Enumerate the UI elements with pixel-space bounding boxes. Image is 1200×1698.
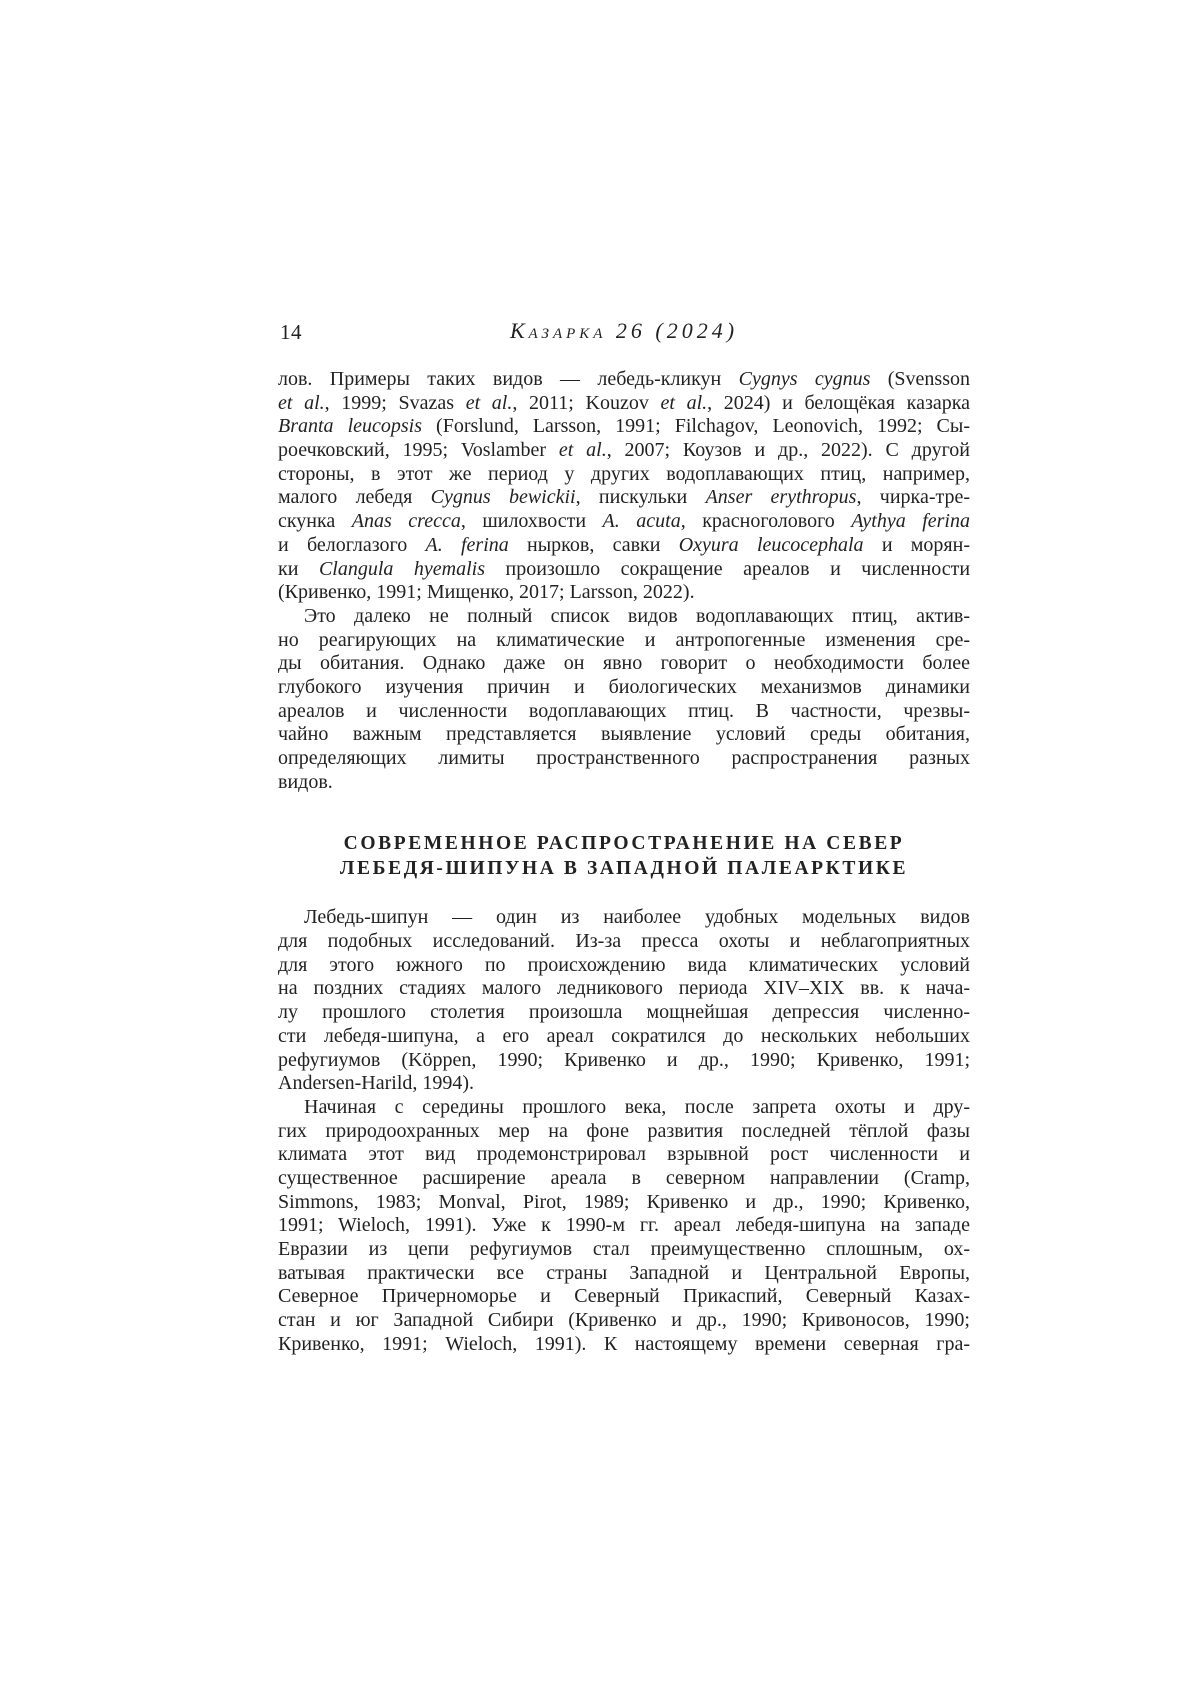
species-name-italic: et al. — [465, 391, 513, 414]
section-heading — [278, 831, 970, 881]
section-heading-line-2: ЛЕБЕДЯ-ШИПУНА В ЗАПАДНОЙ ПАЛЕАРКТИКЕ — [339, 858, 909, 880]
text-line — [278, 1214, 970, 1238]
text-run: , чирка-тре- — [856, 486, 970, 509]
text-line — [278, 1120, 970, 1144]
text-line — [278, 747, 970, 771]
text-run: Это далеко не полный список видов водоплавающих птиц, актив- — [304, 604, 970, 627]
text-line — [278, 463, 970, 487]
species-name-italic: et al. — [278, 391, 325, 414]
text-run: и морян- — [863, 533, 970, 556]
text-run: видов. — [278, 770, 333, 793]
text-run: , красноголового — [680, 510, 852, 533]
text-line — [278, 368, 970, 392]
text-run: роечковский, 1995; Voslamber — [278, 439, 559, 462]
species-name-italic: Anas crecca — [351, 510, 461, 533]
text-line — [278, 510, 970, 534]
species-name-italic: Aythya ferina — [851, 510, 970, 533]
text-line — [278, 930, 970, 954]
text-run: но реагирующих на климатические и антропогенные изменения сре- — [278, 628, 970, 651]
paragraph — [278, 906, 970, 1096]
text-line — [278, 700, 970, 724]
species-name-italic: et al. — [660, 391, 708, 414]
text-run: (Кривенко, 1991; Мищенко, 2017; Larsson, 2022). — [278, 581, 695, 604]
text-line — [278, 1025, 970, 1049]
text-line — [278, 439, 970, 463]
text-run: Andersen-Harild, 1994). — [278, 1072, 475, 1095]
paragraphs-before-heading — [278, 368, 970, 794]
text-run: Лебедь-шипун — один из наиболее удобных модельных видов — [304, 906, 970, 929]
running-title: Казарка 26 (2024) — [509, 318, 739, 343]
text-run: Кривенко, 1991; Wieloch, 1991). К настоящему времени северная гра- — [278, 1332, 970, 1355]
text-line — [278, 1001, 970, 1025]
text-run: , 1999; Svazas — [324, 391, 466, 414]
species-name-italic: et al. — [558, 439, 607, 462]
text-run: для этого южного по происхождению вида климатических условий — [278, 953, 970, 976]
text-line — [278, 581, 970, 605]
text-line — [278, 1072, 970, 1096]
species-name-italic: A. ferina — [425, 533, 509, 556]
page-number: 14 — [280, 320, 302, 344]
text-line — [278, 1191, 970, 1215]
text-run: определяющих лимиты пространственного распространения разных — [278, 747, 970, 769]
paragraph — [278, 368, 970, 605]
text-line — [278, 1238, 970, 1262]
text-run: ареалов и численности водоплавающих птиц. В частности, чрезвы- — [278, 699, 970, 722]
text-run: лу прошлого столетия произошла мощнейшая депрессия численно- — [278, 1001, 970, 1024]
text-run: сти лебедя-шипуна, а его ареал сократился до нескольких небольших — [278, 1024, 970, 1047]
text-line — [278, 906, 970, 930]
text-line — [278, 771, 970, 795]
text-run: климата этот вид продемонстрировал взрывной рост численности и — [278, 1143, 970, 1166]
text-run: существенное расширение ареала в северном направлении (Cramp, — [278, 1166, 970, 1189]
text-line — [278, 1167, 970, 1191]
text-line — [278, 534, 970, 558]
text-line — [278, 415, 970, 439]
text-run: нырков, савки — [508, 533, 679, 556]
text-line — [278, 1285, 970, 1309]
text-run: ватывая практически все страны Западной и Центральной Европы, — [278, 1261, 970, 1284]
section-heading-line-1: СОВРЕМЕННОЕ РАСПРОСТРАНЕНИЕ НА СЕВЕР — [343, 833, 905, 855]
paragraph — [278, 605, 970, 795]
page-header — [278, 320, 970, 346]
species-name-italic: Anser erythropus — [705, 486, 857, 509]
text-line — [278, 1049, 970, 1073]
species-name-italic: A. acuta — [602, 510, 681, 533]
text-run: гих природоохранных мер на фоне развития последней тёплой фазы — [278, 1119, 970, 1142]
text-run: стороны, в этот же период у других водоплавающих птиц, например, — [278, 462, 970, 485]
species-name-italic: Cygnys cygnus — [738, 368, 871, 390]
text-run: ки — [278, 557, 319, 580]
text-run: малого лебедя — [278, 486, 431, 509]
text-line — [278, 1333, 970, 1357]
article-body — [278, 368, 970, 1356]
text-line — [278, 605, 970, 629]
text-line — [278, 676, 970, 700]
text-run: произошло сокращение ареалов и численности — [485, 557, 970, 580]
text-line — [278, 629, 970, 653]
text-line — [278, 486, 970, 510]
text-run: рефугиумов (Köppen, 1990; Кривенко и др., 1990; Кривенко, 1991; — [278, 1048, 970, 1071]
text-line — [278, 954, 970, 978]
text-run: Simmons, 1983; Monval, Pirot, 1989; Кривенко и др., 1990; Кривенко, — [278, 1190, 970, 1213]
paragraphs-after-heading — [278, 906, 970, 1356]
text-run: и белоглазого — [278, 533, 426, 556]
text-run: , шилохвости — [460, 510, 603, 533]
text-run: Начиная с середины прошлого века, после запрета охоты и дру- — [304, 1095, 970, 1118]
text-line — [278, 392, 970, 416]
species-name-italic: Oxyura leucocephala — [678, 533, 864, 556]
text-run: 1991; Wieloch, 1991). Уже к 1990-м гг. ареал лебедя-шипуна на западе — [278, 1214, 970, 1237]
text-line — [278, 1309, 970, 1333]
text-run: стан и юг Западной Сибири (Кривенко и др., 1990; Кривоносов, 1990; — [278, 1309, 970, 1332]
paragraph — [278, 1096, 970, 1357]
text-run: Северное Причерноморье и Северный Прикаспий, Северный Казах- — [278, 1285, 970, 1308]
text-line — [278, 1143, 970, 1167]
text-line — [278, 977, 970, 1001]
text-run: , 2007; Коузов и др., 2022). С другой — [606, 439, 970, 462]
species-name-italic: Branta leucopsis — [278, 415, 423, 438]
text-run: , пискульки — [575, 486, 706, 509]
text-line — [278, 652, 970, 676]
text-run: ды обитания. Однако даже он явно говорит о необходимости более — [278, 652, 970, 675]
text-run: (Forslund, Larsson, 1991; Filchagov, Leonovich, 1992; Сы- — [422, 415, 970, 438]
text-run: , 2024) и белощёкая казарка — [707, 391, 970, 414]
text-run: для подобных исследований. Из-за пресса охоты и неблагоприятных — [278, 930, 970, 953]
text-line — [278, 1262, 970, 1286]
text-line — [278, 558, 970, 582]
text-run: Евразии из цепи рефугиумов стал преимущественно сплошным, ох- — [278, 1238, 970, 1260]
text-run: на поздних стадиях малого ледникового периода XIV–XIX вв. к нача- — [278, 977, 970, 1000]
text-run: чайно важным представляется выявление условий среды обитания, — [278, 723, 970, 746]
text-run: скунка — [278, 510, 352, 533]
text-run: , 2011; Kouzov — [512, 391, 661, 414]
text-run: лов. Примеры таких видов — лебедь-кликун — [278, 368, 739, 390]
text-line — [278, 1096, 970, 1120]
text-run: (Svensson — [870, 368, 970, 390]
text-line — [278, 723, 970, 747]
species-name-italic: Clangula hyemalis — [318, 557, 485, 580]
text-run: глубокого изучения причин и биологических механизмов динамики — [278, 675, 970, 698]
species-name-italic: Cygnus bewickii — [430, 486, 576, 509]
